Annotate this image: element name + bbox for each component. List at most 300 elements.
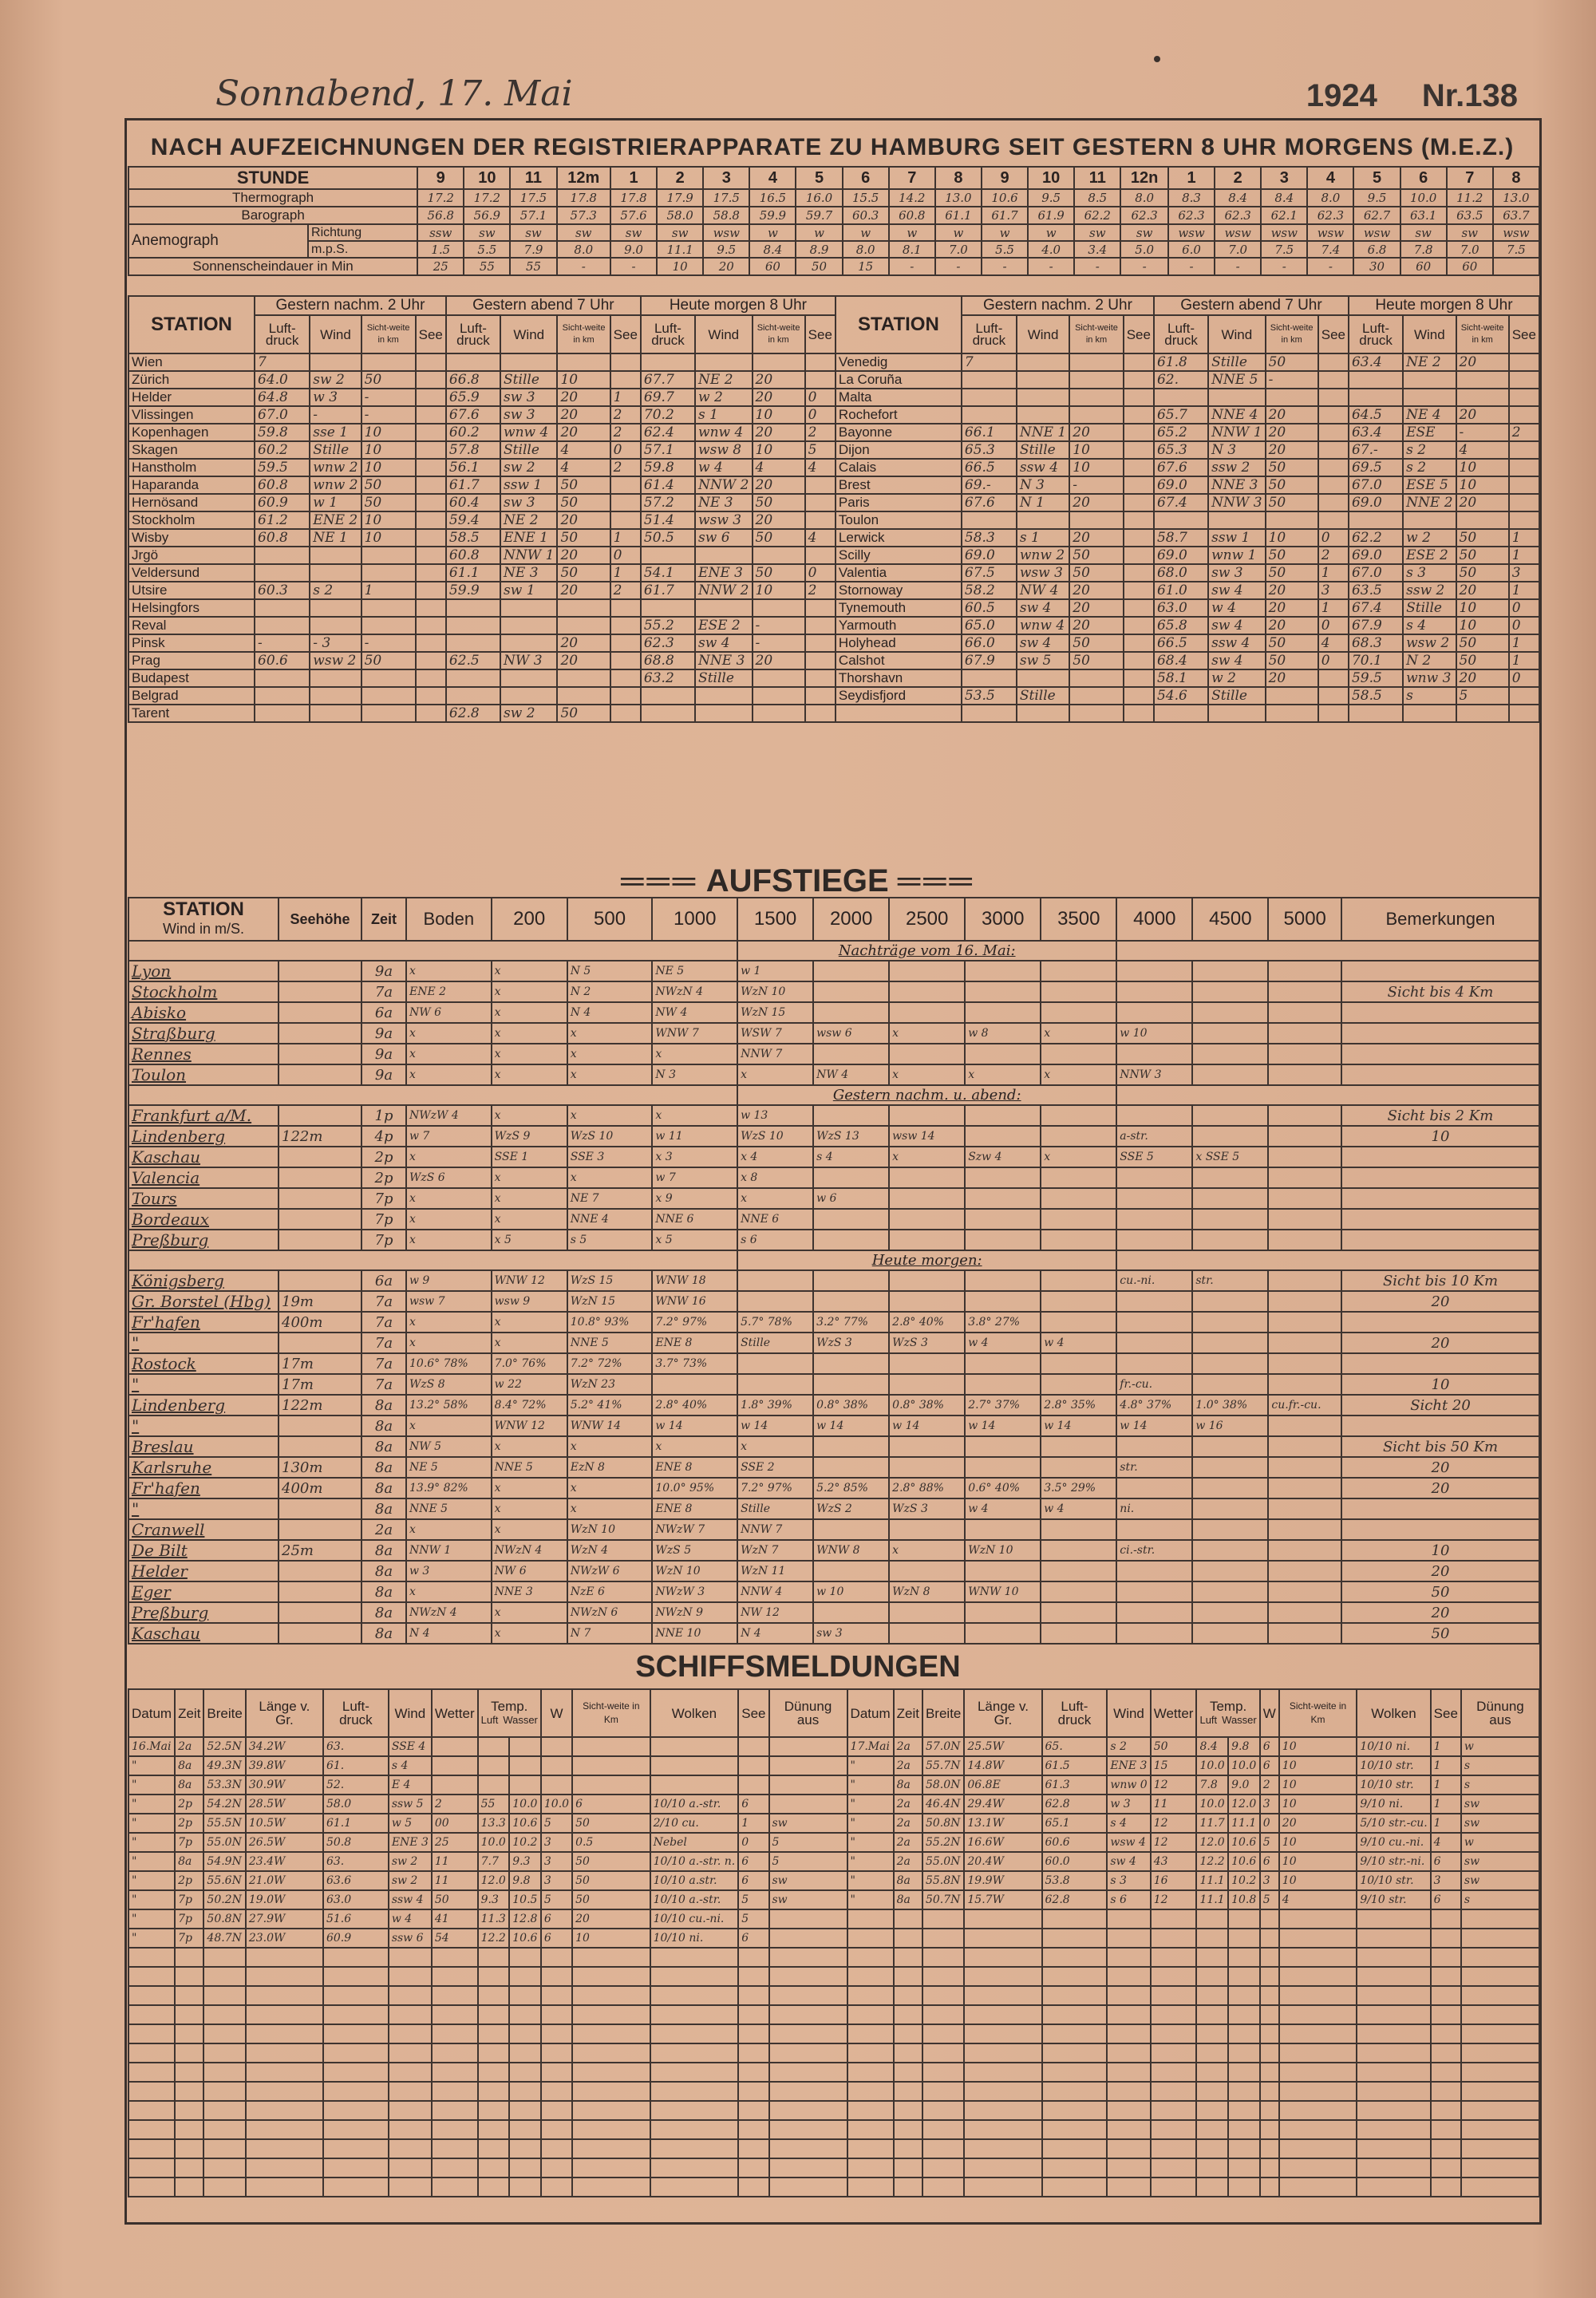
level-value: 4.8° 37% bbox=[1116, 1395, 1192, 1416]
schiff-value: " bbox=[128, 1814, 175, 1833]
schiff-value bbox=[572, 2063, 650, 2082]
schiff-value: 2 bbox=[432, 1795, 478, 1814]
schiff-value bbox=[1151, 2063, 1197, 2082]
schiff-value bbox=[964, 1929, 1041, 1948]
schiff-value: 5 bbox=[1260, 1833, 1279, 1852]
temp-sub bbox=[481, 1713, 538, 1727]
schiff-value: 62.8 bbox=[1042, 1890, 1108, 1909]
obs-cell bbox=[1509, 476, 1539, 494]
schiff-value: 10.2 bbox=[509, 1833, 541, 1852]
schiff-value bbox=[738, 2139, 768, 2158]
obs-cell: 66.8 bbox=[446, 371, 500, 389]
schiff-value: 8.4 bbox=[1196, 1737, 1228, 1756]
obs-cell bbox=[1318, 494, 1349, 511]
value-cell: 3.4 bbox=[1074, 241, 1120, 258]
seehoehe-value bbox=[279, 1105, 361, 1126]
stunde-label: STUNDE bbox=[128, 167, 417, 189]
schiff-value bbox=[203, 2005, 245, 2024]
schiff-value bbox=[1461, 1909, 1539, 1929]
level-value: cu.fr.-cu. bbox=[1268, 1395, 1341, 1416]
schiff-value bbox=[1431, 2005, 1461, 2024]
schiff-value bbox=[1042, 2158, 1108, 2178]
obs-cell bbox=[1069, 511, 1123, 529]
zeit-value: 7a bbox=[361, 1312, 406, 1333]
schiff-value bbox=[769, 1909, 847, 1929]
schiff-value bbox=[572, 2024, 650, 2043]
station-name: Preßburg bbox=[128, 1230, 279, 1250]
aufstiege-title: ═══ AUFSTIEGE ═══ bbox=[621, 863, 975, 898]
obs-cell: 0 bbox=[1509, 669, 1539, 687]
schiff-value bbox=[1107, 2024, 1150, 2043]
station-name: Abisko bbox=[128, 1002, 279, 1023]
level-value bbox=[889, 1230, 965, 1250]
level-value bbox=[1268, 1291, 1341, 1312]
obs-cell: 68.3 bbox=[1349, 634, 1403, 652]
schiff-value bbox=[847, 2139, 894, 2158]
schiff-value: 51.6 bbox=[323, 1909, 389, 1929]
obs-cell: 65.2 bbox=[1154, 424, 1208, 441]
schiff-value: " bbox=[847, 1795, 894, 1814]
level-value bbox=[1192, 1333, 1268, 1353]
schiff-value: 10 bbox=[1279, 1871, 1357, 1890]
level-value: ENE 8 bbox=[652, 1498, 737, 1519]
schiff-value bbox=[323, 2043, 389, 2063]
schiff-row bbox=[128, 2005, 1539, 2024]
schiff-value: 10 bbox=[572, 1929, 650, 1948]
level-value bbox=[813, 1230, 889, 1250]
schiff-value bbox=[1042, 1929, 1108, 1948]
obs-cell: 58.2 bbox=[962, 582, 1017, 599]
schiff-value bbox=[432, 2063, 478, 2082]
schiff-value bbox=[922, 1986, 964, 2005]
aufstieg-row bbox=[128, 961, 1539, 981]
aufstieg-row bbox=[128, 1291, 1539, 1312]
obs-cell bbox=[416, 687, 446, 705]
value-cell: sw bbox=[1120, 224, 1168, 241]
schiff-value bbox=[246, 2101, 323, 2120]
level-value: x bbox=[406, 1312, 492, 1333]
schiff-value: 50.8N bbox=[203, 1909, 245, 1929]
schiff-value bbox=[650, 1737, 739, 1756]
schiff-value: 58.0 bbox=[323, 1795, 389, 1814]
level-header: 2500 bbox=[889, 898, 965, 941]
value-cell: - bbox=[1215, 258, 1261, 275]
station-name: Pinsk bbox=[128, 634, 255, 652]
aufstieg-row bbox=[128, 1581, 1539, 1602]
schiff-value: 1 bbox=[738, 1814, 768, 1833]
schiff-value: 10 bbox=[1279, 1737, 1357, 1756]
level-value bbox=[813, 1209, 889, 1230]
empty-cell bbox=[1208, 705, 1265, 722]
schiff-value bbox=[1461, 2063, 1539, 2082]
level-value bbox=[965, 1353, 1041, 1374]
station-name: Hernösand bbox=[128, 494, 255, 511]
value-cell: 5.5 bbox=[464, 241, 510, 258]
station-name: Lindenberg bbox=[128, 1126, 279, 1147]
schiff-value bbox=[1042, 2024, 1108, 2043]
bemerkung-value: 20 bbox=[1341, 1291, 1539, 1312]
obs-cell bbox=[416, 547, 446, 564]
level-value: ENE 8 bbox=[652, 1457, 737, 1478]
obs-cell bbox=[1318, 441, 1349, 459]
obs-cell: w 3 bbox=[310, 389, 361, 406]
value-cell: 62.3 bbox=[1215, 207, 1261, 224]
obs-cell: wnw 2 bbox=[310, 459, 361, 476]
schiff-value bbox=[323, 2120, 389, 2139]
level-value bbox=[889, 1044, 965, 1064]
schiff-value bbox=[847, 2101, 894, 2120]
sub-label: Wind bbox=[695, 315, 752, 353]
obs-cell bbox=[446, 669, 500, 687]
obs-cell: 50 bbox=[753, 529, 805, 547]
level-value: 7.2° 97% bbox=[652, 1312, 737, 1333]
registrier-row bbox=[128, 207, 1539, 224]
station-name: Tarent bbox=[128, 705, 255, 722]
obs-cell bbox=[361, 705, 416, 722]
schiff-value bbox=[541, 2178, 572, 2197]
schiff-value bbox=[323, 1986, 389, 2005]
obs-cell: 50 bbox=[1069, 634, 1123, 652]
schiff-value bbox=[541, 1775, 572, 1795]
value-cell: 57.1 bbox=[510, 207, 556, 224]
note-spacer bbox=[128, 1085, 737, 1105]
value-cell: 16.5 bbox=[749, 189, 796, 207]
schiff-value: 3 bbox=[541, 1852, 572, 1871]
schiff-value bbox=[323, 2158, 389, 2178]
value-cell: 13.0 bbox=[1493, 189, 1539, 207]
schiff-row bbox=[128, 1871, 1539, 1890]
zeit-value: 8a bbox=[361, 1540, 406, 1561]
level-value bbox=[965, 1561, 1041, 1581]
station-row bbox=[128, 652, 1539, 669]
level-value bbox=[1268, 1561, 1341, 1581]
level-value: w 14 bbox=[1116, 1416, 1192, 1436]
aufstieg-row bbox=[128, 1353, 1539, 1374]
column-header: Wetter bbox=[1151, 1689, 1197, 1737]
value-cell: 58.8 bbox=[703, 207, 749, 224]
level-value bbox=[813, 1002, 889, 1023]
schiff-value bbox=[572, 2082, 650, 2101]
obs-cell bbox=[310, 705, 361, 722]
obs-cell: 50 bbox=[1266, 652, 1318, 669]
note-row bbox=[128, 1250, 1539, 1270]
schiff-value: 10/10 ni. bbox=[1357, 1737, 1430, 1756]
level-value bbox=[1192, 1498, 1268, 1519]
station-name: Skagen bbox=[128, 441, 255, 459]
schiff-value bbox=[389, 2139, 432, 2158]
obs-cell: Stille bbox=[500, 441, 557, 459]
schiff-value bbox=[1279, 1967, 1357, 1986]
schiff-value: 62.8 bbox=[1042, 1795, 1108, 1814]
schiff-value bbox=[1107, 2139, 1150, 2158]
level-value: 2.8° 35% bbox=[1041, 1395, 1116, 1416]
obs-cell: 50 bbox=[753, 494, 805, 511]
schiff-value bbox=[847, 1929, 894, 1948]
level-value: NNW 3 bbox=[1116, 1064, 1192, 1085]
schiff-value: 54 bbox=[432, 1929, 478, 1948]
schiff-value bbox=[650, 2178, 739, 2197]
level-value: wsw 6 bbox=[813, 1023, 889, 1044]
schiff-value: 1 bbox=[1431, 1795, 1461, 1814]
obs-cell bbox=[310, 617, 361, 634]
schiff-value: ENE 3 bbox=[1107, 1756, 1150, 1775]
obs-cell: 65.9 bbox=[446, 389, 500, 406]
obs-cell: 2 bbox=[1509, 424, 1539, 441]
value-cell: 60 bbox=[1447, 258, 1493, 275]
schiff-value bbox=[894, 2120, 922, 2139]
group-label: Gestern nachm. 2 Uhr bbox=[255, 296, 446, 315]
level-value: NWzN 4 bbox=[652, 981, 737, 1002]
value-cell: - bbox=[889, 258, 935, 275]
row-label: m.p.S. bbox=[308, 241, 417, 258]
level-value: NNE 10 bbox=[652, 1623, 737, 1644]
value-cell: 61.7 bbox=[982, 207, 1028, 224]
obs-cell: 50 bbox=[1069, 564, 1123, 582]
schiff-value bbox=[1196, 2178, 1228, 2197]
schiff-value bbox=[1228, 2024, 1260, 2043]
obs-cell bbox=[557, 687, 610, 705]
schiff-value bbox=[922, 2101, 964, 2120]
schiff-value bbox=[1461, 2082, 1539, 2101]
obs-cell: sw 6 bbox=[695, 529, 752, 547]
zeit-value: 1p bbox=[361, 1105, 406, 1126]
obs-cell: 63.2 bbox=[641, 669, 695, 687]
level-value: NNE 5 bbox=[406, 1498, 492, 1519]
station-name: Frankfurt a/M. bbox=[128, 1105, 279, 1126]
level-value bbox=[965, 961, 1041, 981]
obs-cell bbox=[610, 634, 641, 652]
obs-cell: NNE 2 bbox=[1403, 494, 1456, 511]
aufstieg-row bbox=[128, 1519, 1539, 1540]
obs-cell: sw 4 bbox=[1208, 617, 1265, 634]
hour-cell: 6 bbox=[843, 167, 889, 189]
level-value bbox=[1268, 1167, 1341, 1188]
zeit-value: 6a bbox=[361, 1002, 406, 1023]
obs-cell: 0 bbox=[1318, 617, 1349, 634]
schiff-value bbox=[478, 1756, 510, 1775]
obs-cell: 63.4 bbox=[1349, 424, 1403, 441]
schiff-value bbox=[1107, 1929, 1150, 1948]
seehoehe-value: 400m bbox=[279, 1478, 361, 1498]
schiff-value bbox=[389, 2158, 432, 2178]
level-value: x bbox=[492, 1478, 567, 1498]
obs-cell: wnw 1 bbox=[1208, 547, 1265, 564]
value-cell: 7.9 bbox=[510, 241, 556, 258]
schiff-value bbox=[964, 2101, 1041, 2120]
level-value: 8.4° 72% bbox=[492, 1395, 567, 1416]
level-value: NWzW 4 bbox=[406, 1105, 492, 1126]
obs-cell bbox=[1509, 687, 1539, 705]
obs-cell: 7 bbox=[962, 353, 1017, 371]
schiff-value: 10.0 bbox=[509, 1795, 541, 1814]
level-value: w 14 bbox=[737, 1416, 813, 1436]
obs-cell: 20 bbox=[557, 389, 610, 406]
obs-cell: - bbox=[1069, 476, 1123, 494]
seehoehe-value bbox=[279, 1519, 361, 1540]
value-cell: w bbox=[1028, 224, 1074, 241]
schiff-value bbox=[847, 1986, 894, 2005]
level-value: WNW 10 bbox=[965, 1581, 1041, 1602]
schiff-value: 61. bbox=[323, 1756, 389, 1775]
obs-cell bbox=[1124, 687, 1154, 705]
value-cell: 58.0 bbox=[657, 207, 703, 224]
value-cell bbox=[1493, 258, 1539, 275]
level-value: Stille bbox=[737, 1498, 813, 1519]
schiff-value bbox=[738, 2082, 768, 2101]
obs-cell bbox=[1124, 476, 1154, 494]
obs-cell bbox=[695, 687, 752, 705]
schiff-value bbox=[1151, 1929, 1197, 1948]
schiff-value bbox=[175, 2005, 203, 2024]
schiff-value: 20.4W bbox=[964, 1852, 1041, 1871]
hour-cell: 7 bbox=[889, 167, 935, 189]
schiff-value: 10 bbox=[1279, 1775, 1357, 1795]
obs-cell: 61.4 bbox=[641, 476, 695, 494]
schiff-value: sw bbox=[1461, 1814, 1539, 1833]
schiff-value bbox=[1357, 1986, 1430, 2005]
schiff-value bbox=[432, 2158, 478, 2178]
value-cell: - bbox=[1028, 258, 1074, 275]
schiff-value bbox=[432, 1986, 478, 2005]
obs-cell: 20 bbox=[557, 406, 610, 424]
station-name: Königsberg bbox=[128, 1270, 279, 1291]
station-name: Calais bbox=[836, 459, 962, 476]
schiff-value bbox=[1228, 1986, 1260, 2005]
schiff-value bbox=[1107, 2178, 1150, 2197]
column-header: Wolken bbox=[650, 1689, 739, 1737]
level-value: x bbox=[737, 1436, 813, 1457]
schiff-value: 63.6 bbox=[323, 1871, 389, 1890]
schiff-row bbox=[128, 2158, 1539, 2178]
level-value bbox=[1268, 1478, 1341, 1498]
schiff-value bbox=[509, 2158, 541, 2178]
schiff-value: 10 bbox=[1279, 1795, 1357, 1814]
obs-cell bbox=[1266, 687, 1318, 705]
obs-cell: wnw 2 bbox=[1017, 547, 1069, 564]
value-cell: w bbox=[843, 224, 889, 241]
hour-cell: 7 bbox=[1447, 167, 1493, 189]
schiff-value: 10.6 bbox=[1228, 1833, 1260, 1852]
zeit-value: 2p bbox=[361, 1147, 406, 1167]
aufstieg-row bbox=[128, 1623, 1539, 1644]
schiff-value bbox=[1228, 1929, 1260, 1948]
level-header: 500 bbox=[567, 898, 653, 941]
station-header-label: STATION bbox=[163, 898, 244, 920]
obs-cell: 50 bbox=[1266, 476, 1318, 494]
schiff-value: 7.7 bbox=[478, 1852, 510, 1871]
schiff-value bbox=[1196, 2101, 1228, 2120]
obs-cell: sw 5 bbox=[1017, 652, 1069, 669]
schiff-value bbox=[246, 2139, 323, 2158]
level-value: a-str. bbox=[1116, 1126, 1192, 1147]
value-cell: 60.8 bbox=[889, 207, 935, 224]
level-value: 1.0° 38% bbox=[1192, 1395, 1268, 1416]
level-value: w 14 bbox=[889, 1416, 965, 1436]
level-value: x 4 bbox=[737, 1147, 813, 1167]
obs-cell: Stille bbox=[500, 371, 557, 389]
schiff-value bbox=[894, 2101, 922, 2120]
obs-cell: sw 4 bbox=[1208, 582, 1265, 599]
level-value bbox=[889, 1602, 965, 1623]
schiff-value bbox=[1151, 1909, 1197, 1929]
level-value: x bbox=[406, 961, 492, 981]
obs-cell: NE 3 bbox=[500, 564, 557, 582]
schiff-value: 10/10 cu.-ni. bbox=[650, 1909, 739, 1929]
schiff-value bbox=[541, 2139, 572, 2158]
obs-cell: ssw 2 bbox=[1208, 459, 1265, 476]
obs-cell: NNW 1 bbox=[500, 547, 557, 564]
schiff-value: " bbox=[847, 1852, 894, 1871]
schiff-value bbox=[847, 2158, 894, 2178]
obs-cell: 62.3 bbox=[641, 634, 695, 652]
level-value bbox=[889, 1457, 965, 1478]
obs-cell bbox=[1017, 511, 1069, 529]
obs-cell: wnw 4 bbox=[695, 424, 752, 441]
schiff-value bbox=[1260, 2178, 1279, 2197]
obs-cell: 1 bbox=[1509, 652, 1539, 669]
station-name: Paris bbox=[836, 494, 962, 511]
schiff-value: ENE 3 bbox=[389, 1833, 432, 1852]
value-cell: 8.0 bbox=[557, 241, 610, 258]
obs-cell: 2 bbox=[1318, 547, 1349, 564]
schiff-value: " bbox=[847, 1775, 894, 1795]
level-value bbox=[1268, 1044, 1341, 1064]
zeit-value: 7a bbox=[361, 981, 406, 1002]
schiff-value bbox=[203, 1948, 245, 1967]
level-value: x bbox=[406, 1147, 492, 1167]
zeit-value: 4p bbox=[361, 1126, 406, 1147]
level-value: x bbox=[889, 1540, 965, 1561]
obs-cell bbox=[1124, 371, 1154, 389]
schiff-value bbox=[432, 1948, 478, 1967]
schiff-value bbox=[847, 2120, 894, 2139]
empty-cell bbox=[1069, 705, 1123, 722]
level-value bbox=[1041, 1312, 1116, 1333]
bemerkung-value bbox=[1341, 1023, 1539, 1044]
schiff-value: 6 bbox=[1260, 1737, 1279, 1756]
empty-cell bbox=[1017, 705, 1069, 722]
schiff-value bbox=[541, 2024, 572, 2043]
schiff-value: 12 bbox=[1151, 1814, 1197, 1833]
schiff-row bbox=[128, 1795, 1539, 1814]
obs-cell: sw 3 bbox=[500, 406, 557, 424]
level-value bbox=[1268, 1353, 1341, 1374]
schiff-value bbox=[572, 1737, 650, 1756]
schiff-value: w bbox=[1461, 1737, 1539, 1756]
level-value bbox=[1268, 1416, 1341, 1436]
obs-cell: 0 bbox=[805, 564, 836, 582]
obs-cell: s 1 bbox=[695, 406, 752, 424]
obs-cell: 20 bbox=[753, 424, 805, 441]
obs-cell bbox=[610, 669, 641, 687]
obs-cell: sw 3 bbox=[1208, 564, 1265, 582]
obs-cell: 20 bbox=[753, 652, 805, 669]
schiff-value bbox=[432, 2101, 478, 2120]
obs-cell: 68.8 bbox=[641, 652, 695, 669]
obs-cell bbox=[1266, 511, 1318, 529]
value-cell: 60 bbox=[1400, 258, 1447, 275]
station-name: Reval bbox=[128, 617, 255, 634]
aufstieg-row bbox=[128, 1230, 1539, 1250]
level-value: fr.-cu. bbox=[1116, 1374, 1192, 1395]
schiff-value bbox=[1228, 2005, 1260, 2024]
value-cell: sw bbox=[610, 224, 657, 241]
bemerkung-value bbox=[1341, 1188, 1539, 1209]
value-cell: - bbox=[1307, 258, 1353, 275]
schiff-value: 7p bbox=[175, 1929, 203, 1948]
obs-cell: 20 bbox=[1069, 494, 1123, 511]
level-value: EzN 8 bbox=[567, 1457, 653, 1478]
